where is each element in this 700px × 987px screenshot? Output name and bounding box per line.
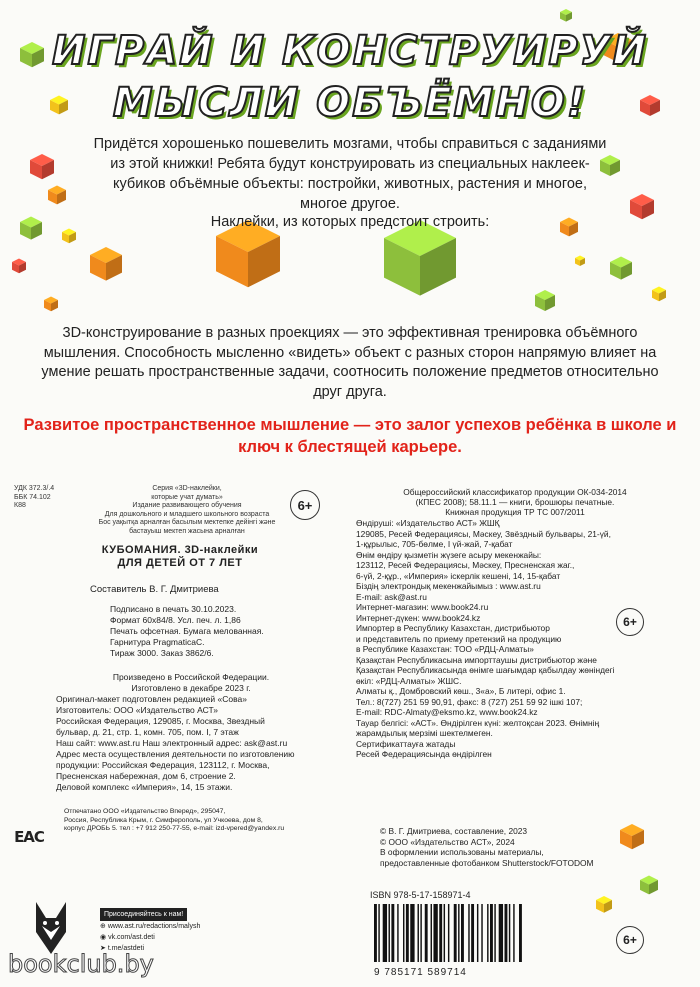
kz-line: Қазақстан Республикасында өнімге шағымдар қабылдау жөніндегі xyxy=(356,665,615,675)
made-line: Изготовлено в декабре 2023 г. xyxy=(131,683,251,693)
barcode-bar xyxy=(494,904,495,962)
manufacturer-info xyxy=(56,672,326,793)
barcode-bar xyxy=(425,904,428,962)
barcode-bar xyxy=(406,904,409,962)
cube-icon xyxy=(535,290,555,311)
barcode-bar xyxy=(444,904,445,962)
join-label: Присоединяйтесь к нам! xyxy=(100,908,187,921)
cube-icon xyxy=(610,257,632,280)
copyright-line: В оформлении использованы материалы, xyxy=(380,847,544,857)
barcode-bar xyxy=(490,904,493,962)
kz-line: Интернет-дүкен: www.book24.kz xyxy=(356,612,481,623)
series-line: Издание развивающего обучения xyxy=(132,502,242,509)
kz-line: Импортер в Республику Казахстан, дистрибьютор xyxy=(356,623,550,633)
age-rating-badge-bottom: 6+ xyxy=(616,926,644,954)
cube-icon xyxy=(575,256,585,267)
barcode-bar xyxy=(519,904,522,962)
kz-line: Тел.: 8(727) 251 59 90,91, факс: 8 (727) 251 59 92 ішкі 107; xyxy=(356,696,583,707)
sticker-cube-small-icon xyxy=(90,247,122,281)
isbn: ISBN 978-5-17-158971-4 xyxy=(370,890,471,900)
barcode-bar xyxy=(403,904,404,962)
printer-line: Россия, Республика Крым, г. Симферополь, ул Учкоева, дом 8, xyxy=(64,816,263,824)
book-title xyxy=(70,544,290,570)
printer-line: Отпечатано ООО «Издательство Вперед», 295047, xyxy=(64,808,226,815)
kz-line: E-mail: ask@ast.ru xyxy=(356,591,427,602)
series-line: Бос уақытқа арналған басылым мектепке дейінгі және xyxy=(98,519,276,526)
cube-icon xyxy=(44,297,58,312)
vk-icon: ◉ xyxy=(100,934,109,941)
kz-line: Интернет-магазин: www.book24.ru xyxy=(356,602,489,612)
print-line: Тираж 3000. Заказ 3862/6. xyxy=(110,648,214,658)
barcode-bar xyxy=(477,904,478,962)
kz-line: 123112, Ресей Федерациясы, Мәскеу, Пресненская жаг., xyxy=(356,560,575,570)
barcode-bar xyxy=(468,904,469,962)
highlight-text: Развитое пространственное мышление — это залог успехов ребёнка в школе и ключ к блестящей карьере. xyxy=(23,416,677,456)
barcode-number: 9 785171 589714 xyxy=(374,967,467,978)
kz-line: өкіл: «РДЦ-Алматы» ЖШС. xyxy=(356,675,462,686)
barcode-bar xyxy=(458,904,459,962)
barcode-bar xyxy=(461,904,464,962)
barcode-bar xyxy=(448,904,449,962)
barcode-bar xyxy=(374,904,377,962)
description-text: 3D-конструирование в разных проекциях — это эффективная тренировка объёмного мышления. Способность мысленно «видеть» объект с разных сторон напрямую влияет на умение решать пространственные задачи, соотносить положение предметов относительно друг друга. xyxy=(41,325,659,400)
barcode-bar xyxy=(509,904,510,962)
barcode-bar xyxy=(431,904,432,962)
printer-info xyxy=(64,808,334,834)
cube-icon xyxy=(560,9,572,22)
link-text: www.ast.ru/redactions/malysh xyxy=(107,923,201,930)
series-line: Для дошкольного и младшего школьного возраста xyxy=(104,510,270,518)
classifier-line: (КПЕС 2008); 58.11.1 — книги, брошюры печатные. xyxy=(415,497,615,507)
copyright-line: © В. Г. Дмитриева, составление, 2023 xyxy=(380,826,528,836)
barcode-bar xyxy=(383,904,387,962)
book-title-line: КУБОМАНИЯ. 3D-наклейки xyxy=(101,544,259,556)
made-line: Деловой комплекс «Империя», 14, 15 этажи. xyxy=(56,782,233,792)
series-line: Серия «3D-наклейки, xyxy=(152,485,222,492)
kz-line: 6-үй, 2-құр., «Империя» іскерлік кешені, 14, 15-қабат xyxy=(356,570,561,581)
made-line: продукции: Российская Федерация, 123112, г. Москва, xyxy=(56,760,270,770)
watermark: bookclub.by xyxy=(8,950,154,978)
made-line: Произведено в Российской Федерации. xyxy=(112,672,270,682)
stickers-label: Наклейки, из которых предстоит строить: xyxy=(210,214,490,230)
classifier-line: Общероссийский классификатор продукции ОК-034-2014 xyxy=(403,487,627,497)
print-line: Гарнитура PragmaticaC. xyxy=(110,637,205,647)
barcode-bar xyxy=(378,904,379,962)
kz-line: Алматы қ., Домбровский көш., 3«а», Б литері, офис 1. xyxy=(356,686,566,696)
made-line: Пресненская набережная, дом 6, строение 2. xyxy=(56,771,236,781)
kz-line: Өндіруші: «Издательство АСТ» ЖШҚ xyxy=(356,518,500,528)
age-rating-badge-kz: 6+ xyxy=(616,608,644,636)
globe-icon: ⊕ xyxy=(100,923,108,930)
kz-line: Қазақстан Республикасына импорттаушы дистрибьютор және xyxy=(356,654,597,665)
kz-line: Тауар белгісі: «АСТ». Өндірілген күні: желтоқсан 2023. Өнімнің xyxy=(356,717,600,728)
series-block xyxy=(82,485,292,536)
barcode-bar xyxy=(410,904,414,962)
made-line: Наш сайт: www.ast.ru Наш электронный адрес: ask@ast.ru xyxy=(56,738,288,748)
book-title-line: ДЛЯ ДЕТЕЙ ОТ 7 ЛЕТ xyxy=(117,557,243,569)
bbk-line: ББК 74.102 xyxy=(14,493,51,501)
cube-icon xyxy=(30,154,54,179)
printer-line: корпус ДРОБЬ 5. тел : +7 912 250-77-55, e-mail: izd-vpered@yandex.ru xyxy=(64,825,285,832)
link-text: t.me/astdeti xyxy=(107,945,144,952)
print-line: Формат 60х84/8. Усл. печ. л. 1,86 xyxy=(110,615,241,625)
classifier-block xyxy=(360,487,670,517)
link-text: vk.com/ast.deti xyxy=(108,934,155,941)
kz-line: E-mail: RDC-Almaty@eksmo.kz, www.book24.kz xyxy=(356,707,538,717)
print-info xyxy=(110,604,320,659)
made-line: Изготовитель: ООО «Издательство АСТ» xyxy=(56,705,219,715)
cube-icon xyxy=(12,259,26,274)
link-malysh[interactable] xyxy=(100,921,340,932)
copyright-line: © ООО «Издательство АСТ», 2024 xyxy=(380,836,515,847)
barcode-bar xyxy=(505,904,508,962)
kz-line: Біздің электрондық мекенжайымыз : www.ast.ru xyxy=(356,581,541,591)
sticker-cube-orange-icon xyxy=(216,220,280,287)
barcode-bar xyxy=(513,904,514,962)
series-line: бастауыш мектеп жасына арналған xyxy=(129,527,245,535)
barcode xyxy=(370,904,580,964)
print-line: Печать офсетная. Бумага мелованная. xyxy=(110,626,264,636)
barcode-bar xyxy=(420,904,421,962)
barcode-bar xyxy=(439,904,442,962)
barcode-bar xyxy=(481,904,482,962)
udk-line: УДК 372.3/.4 xyxy=(14,485,55,492)
compiler: Составитель В. Г. Дмитриева xyxy=(90,584,219,595)
telegram-icon: ➤ xyxy=(100,945,108,952)
print-line: Подписано в печать 30.10.2023. xyxy=(110,604,237,614)
eac-mark: ЕАС xyxy=(14,828,44,846)
kz-line: Ресей Федерациясында өндірілген xyxy=(356,749,492,759)
kz-line: Өнім өндіру қызметін жүзеге асыру мекенжайы: xyxy=(356,549,542,560)
copyright-line: предоставленные фотобанком Shutterstock/FOTODOM xyxy=(380,857,594,868)
barcode-bar xyxy=(487,904,488,962)
series-line: которые учат думать» xyxy=(151,493,223,501)
kz-line: 129085, Ресей Федерациясы, Мәскеу, Звёздный бульвары, 21-үй, xyxy=(356,528,611,539)
barcode-bar xyxy=(418,904,419,962)
title-line-1: ИГРАЙ И КОНСТРУИРУЙ xyxy=(51,28,649,74)
classifier-line: Книжная продукция ТР ТС 007/2011 xyxy=(445,507,585,517)
cube-icon xyxy=(48,186,66,205)
barcode-bar xyxy=(499,904,503,962)
kz-line: 1-құрылыс, 705-бөлме, I үй-жай, 7-қабат xyxy=(356,539,513,549)
cube-icon xyxy=(640,876,658,895)
kz-line: и представитель по приему претензий на продукцию xyxy=(356,633,562,644)
barcode-bar xyxy=(391,904,394,962)
kz-line: жарамдылық мерзімі шектелмеген. xyxy=(356,728,493,738)
kz-line: Сертификаттауға жатады xyxy=(356,738,456,749)
social-links xyxy=(100,908,340,954)
made-line: Российская Федерация, 129085, г. Москва, Звездный xyxy=(56,716,265,726)
made-line: Оригинал-макет подготовлен редакцией «Сова» xyxy=(56,694,247,704)
made-line: бульвар, д. 21, стр. 1, комн. 705, пом. I, 7 этаж xyxy=(56,727,239,737)
barcode-bar xyxy=(397,904,398,962)
title-line-2: МЫСЛИ ОБЪЁМНО! xyxy=(112,80,588,126)
cube-icon xyxy=(62,229,76,244)
cube-icon xyxy=(652,287,666,302)
kz-info-block xyxy=(356,518,676,760)
link-vk[interactable] xyxy=(100,932,340,943)
intro-text: Придётся хорошенько пошевелить мозгами, чтобы справиться с заданиями из этой книжки! Ребята будут конструировать из специальных наклеек-кубиков объёмные объекты: постройки, животных, растения и многое, многое другое. xyxy=(93,136,607,212)
made-line: Адрес места осуществления деятельности по изготовлению xyxy=(56,749,295,759)
barcode-bar xyxy=(471,904,474,962)
age-rating-badge: 6+ xyxy=(290,490,320,520)
barcode-bar xyxy=(389,904,390,962)
udk-block xyxy=(14,485,54,511)
cube-icon xyxy=(596,896,612,913)
sticker-cube-green-icon xyxy=(384,220,456,296)
author-mark: К88 xyxy=(14,502,26,509)
barcode-bar xyxy=(454,904,457,962)
kz-line: в Республике Казахстан: ТОО «РДЦ-Алматы» xyxy=(356,644,534,654)
barcode-bar xyxy=(433,904,437,962)
copyright-block xyxy=(380,826,680,868)
